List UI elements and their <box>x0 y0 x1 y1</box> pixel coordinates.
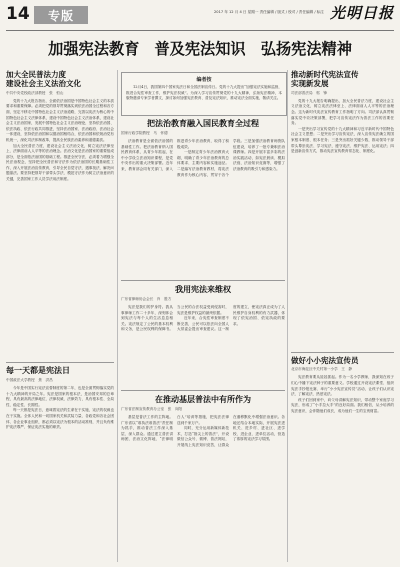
article-2-title: 每一天都是宪法日 <box>6 366 70 375</box>
divider <box>121 280 285 281</box>
article-2-paragraph: 每一天都是宪法日，意味着宪法的生命在于实施，宪法的权威也在于实施。全体人民和一切国家机关和武装力量、各政党和各社会团体、各企业事业组织，都必须以宪法为根本的活动准则，并且负有维护宪法尊严、保证宪法实施的职责。 <box>6 408 114 430</box>
editor-note-box <box>121 72 287 116</box>
article-4-paragraph: 近年来，合宪性审查制度不断完善，公民可以依法向全国人大常委会提出审查建议。这一制度的建立，使宪法真正成为了人民维护自身权利的有力武器，体现了依宪治国、依宪执政的要求。 <box>177 305 285 332</box>
page-header <box>0 0 400 30</box>
article-6-paragraph: 一是突出学习宣传党的十九大精神和习近平新时代中国特色社会主义思想；二是突出学习宣传宪法，深入宣传宪法确立的国家根本制度、根本任务；三是突出抓好关键少数，推动领导干部带头尊崇宪法、学习宪法、遵守宪法、维护宪法、运用宪法；四是创新宣传方式，推动宪法宣传教育常态化、制度化。 <box>291 126 394 154</box>
article-4-body <box>121 305 285 333</box>
article-6-title <box>291 70 394 89</box>
article-2 <box>6 366 114 562</box>
editor-note-label: 编者按 <box>196 77 212 83</box>
article-2-byline: 中国政法大学教授 焦 洪昌 <box>6 378 53 382</box>
article-4 <box>121 284 285 388</box>
editor-note-text: 12月4日，我国第四个国家宪法日和全国法制宣传日。党的十九大提出“加强宪法实施和监督，推进合宪性审查工作，维护宪法权威”。为深入学习宣传贯彻党的十九大精神，弘扬宪法精神，本版特邀请专家学者撰文，探讨如何加强宪法教育、普及宪法知识，推动宪法全面实施，敬请关注。 <box>126 85 282 101</box>
column-divider <box>117 70 118 562</box>
article-7-paragraph: 孩子们回到家中，向父母讲解宪法知识，带动整个家庭学习宪法，形成了“小手拉大手”的良好局面。我们相信，从小培养的宪法意识，会伴随他们成长，成为他们一生的宝贵财富。 <box>291 397 394 413</box>
article-1-title-line2: 建设社会主义法治文化 <box>6 79 81 89</box>
article-4-byline: 广东省律师协会会长 肖 胜方 <box>121 297 172 301</box>
article-7-byline: 北京市海淀区中关村第一小学 王 静 <box>291 367 353 372</box>
main-headline: 加强宪法教育 普及宪法知识 弘扬宪法精神 <box>48 40 352 58</box>
article-7-title: 做好小小宪法宣传员 <box>291 356 359 365</box>
article-4-title: 我用宪法来维权 <box>175 285 231 294</box>
divider <box>121 390 285 391</box>
article-5 <box>121 394 285 562</box>
article-1-paragraph: 加大全民普法力度，建设社会主义法治文化，树立宪法法律至上、法律面前人人平等的法治理念。法治文化是法治国家的重要组成部分，是全面依法治国的基础工程。推进全民守法，必须着力增强全民法治观念，坚持把全民普法和守法作为依法治国的长期基础性工作，深入开展法治宣传教育，引导全民自觉守法、遇事找法、解决问题靠法。要坚持把领导干部带头学法、模范守法作为树立法治意识的关键，完善国家工作人员学法用法制度。 <box>6 143 114 182</box>
article-6-title-line1: 推动新时代宪法宣传 <box>291 70 359 79</box>
divider <box>291 352 394 353</box>
article-1 <box>6 70 114 362</box>
divider <box>6 362 114 363</box>
article-5-body <box>121 415 285 449</box>
column-divider <box>287 70 288 562</box>
header-rule <box>6 30 394 31</box>
paper-name-logo: 光明日报 <box>329 4 394 22</box>
article-5-paragraph: 基层是普法工作的主阵地。广东省以“谁执法谁普法”责任制为抓手，推动普法工作深入基层、深入群众。通过建立普法讲师团、法治文化阵地、“法律明白人”培训等措施，把宪法法律送到千家万户。 <box>121 415 229 442</box>
article-6-byline: 司法部普法局 郭 锋 <box>291 90 327 95</box>
article-6 <box>291 70 394 350</box>
article-1-paragraph: 党的十九大报告指出，全面依法治国是中国特色社会主义的本质要求和重要保障。必须把党的领导贯彻落实到依法治国全过程和各方面，坚定不移走中国特色社会主义法治道路，完善以宪法为核心的中国特色社会主义法律体系，建设中国特色社会主义法治体系，建设社会主义法治国家，发展中国特色社会主义法治理论，坚持依法治国、依法执政、依法行政共同推进，坚持法治国家、法治政府、法治社会一体建设，坚持依法治国和以德治国相结合，依法治国和依规治党有机统一，深化司法体制改革，提高全民族法治素养和道德素质。 <box>6 98 114 142</box>
page-number: 14 <box>6 4 30 24</box>
article-2-paragraph: 今年是中国实行宪法宣誓制度的第二年，也是全面贯彻落实党的十九大精神的开局之年。宪法是国家的根本法，是治国安邦的总章程，具有最高的法律地位、法律权威、法律效力，具有根本性、全局性、稳定性、长期性。 <box>6 386 114 407</box>
issue-info: 2017 年 12 月 4 日 星期一 责任编辑 / 版式 / 校对 / 责任编辑 / 标注 <box>214 10 324 14</box>
article-3-byline: 国家行政学院教授 马 怀德 <box>121 131 168 135</box>
article-7 <box>291 356 394 562</box>
article-5-byline: 广东省法制宣传教育办公室 张 向阳 <box>121 407 183 411</box>
article-3-paragraph: 一是制定青少年法治教育大纲，明确了青少年法治教育的总体要求、主要内容和实施途径。二是编写法治教育教材，将宪法教育作为核心内容，贯穿于各个学段。三是加强法治教育师资队伍建设，培养了一批专兼职法治课教师。四是开展丰富多彩的法治实践活动，如宪法晨读、模拟法庭、法治知识竞赛等，增强了法治教育的吸引力和感染力。 <box>177 139 285 177</box>
article-6-title-line2: 实现新发展 <box>291 79 329 89</box>
article-4-paragraph: 宪法是我们的护身符。我从事律师工作二十多年，深刻体会到宪法与每个人的生活息息相关。宪法规定了公民的基本权利和义务，是公民权利的保障书。当公民的合法权益受到侵害时，宪法是维护权益的最终依据。 <box>121 305 229 332</box>
article-3-paragraph: 法治教育是全面依法治国的基础性工作。把法治教育纳入国民教育体系，从青少年抓起，在中小学设立法治知识课程，是党中央作出的重大决策部署。近年来，教育部会同有关部门，深入推进青少年法治教育，取得了积极成效。 <box>121 139 229 171</box>
article-1-byline: 中共中央党校政法部教授 张 恒山 <box>6 90 64 95</box>
article-1-title <box>6 70 114 89</box>
article-3-title: 把法治教育融入国民教育全过程 <box>147 119 259 128</box>
section-label: 专版 <box>34 6 88 24</box>
article-6-paragraph: 党的十九大报告明确提出，加大全民普法力度，建设社会主义法治文化，树立宪法法律至上、法律面前人人平等的法治理念。这为新时代宪法宣传教育工作指明了方向。司法部认真贯彻落实党中央决策部署，把学习宣传宪法作为普法工作的首要任务。 <box>291 98 394 126</box>
article-3-body <box>121 139 285 178</box>
article-7-paragraph: 宪法教育要从娃娃抓起。作为一名小学教师，我深知在孩子们心中播下宪法种子的重要意义。学校通过开设宪法课堂、组织宪法手抄报比赛、举行“小小宪法宣传员”活动，让孩子们认识宪法、了解宪法、热爱宪法。 <box>291 375 394 397</box>
article-1-title-line1: 加大全民普法力度 <box>6 70 66 79</box>
article-5-paragraph: 同时，充分运用新媒体新技术，打造“指尖上的普法”，开设微信公众号、微博、普法网站，开展线上宪法知识竞答，让群众在潜移默化中增强法治意识。各地还结合本地实际，开展宪法进机关、进乡村、进社区、进学校、进企业、进单位活动，营造了浓厚的宪法学习氛围。 <box>177 415 285 447</box>
article-5-title: 在推动基层普法中有所作为 <box>155 395 251 404</box>
article-3 <box>121 118 285 278</box>
